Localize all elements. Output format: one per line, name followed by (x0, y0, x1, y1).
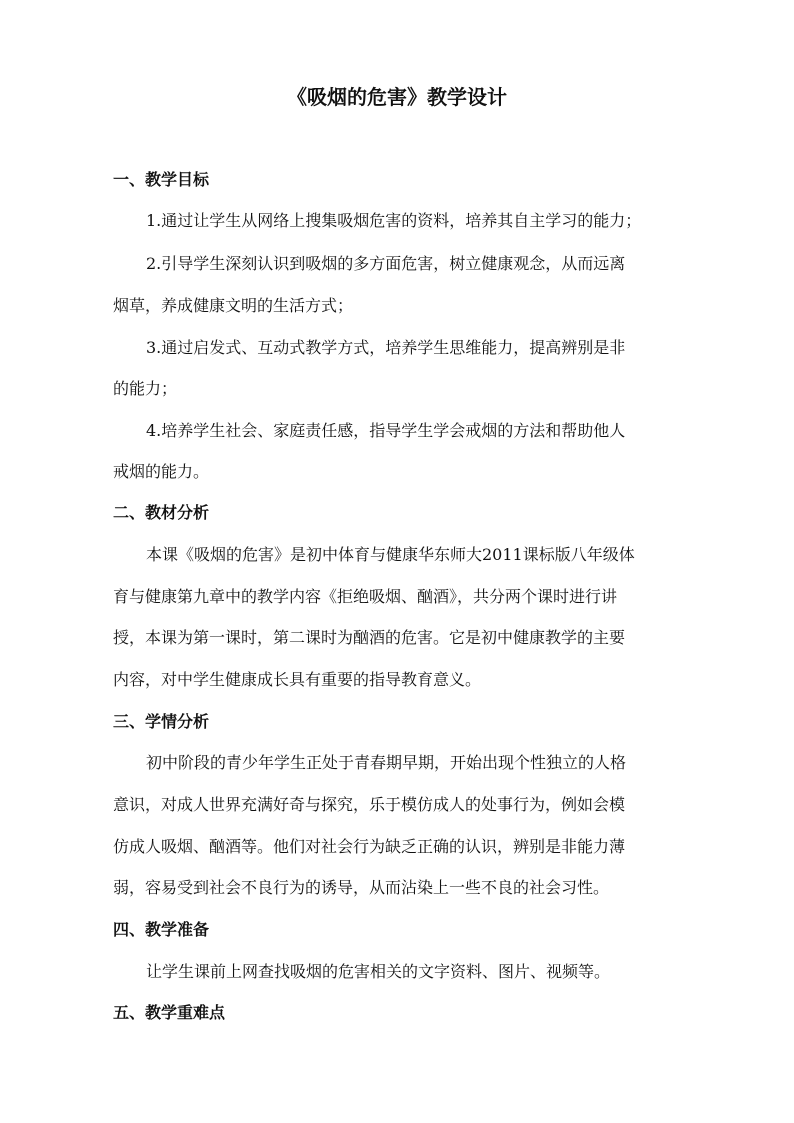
document-title: 《吸烟的危害》教学设计 (287, 85, 507, 109)
textbook-analysis-line-3: 授，本课为第一课时，第二课时为酗酒的危害。它是初中健康教学的主要 (113, 628, 626, 647)
section-heading-objectives: 一、教学目标 (113, 170, 210, 189)
objective-4-line-1: 4.培养学生社会、家庭责任感，指导学生学会戒烟的方法和帮助他人 (146, 421, 626, 440)
objective-4-line-2: 戒烟的能力。 (113, 462, 210, 481)
section-heading-key-points: 五、教学重难点 (113, 1003, 226, 1022)
textbook-analysis-line-4: 内容，对中学生健康成长具有重要的指导教育意义。 (113, 670, 482, 689)
objective-2-line-2: 烟草，养成健康文明的生活方式； (113, 296, 354, 315)
section-heading-preparation: 四、教学准备 (113, 920, 210, 939)
textbook-analysis-line-2: 育与健康第九章中的教学内容《拒绝吸烟、酗酒》，共分两个课时进行讲 (113, 587, 618, 606)
objective-2-line-1: 2.引导学生深刻认识到吸烟的多方面危害，树立健康观念，从而远离 (146, 254, 626, 273)
objective-3-line-1: 3.通过启发式、互动式教学方式，培养学生思维能力，提高辨别是非 (146, 338, 626, 357)
section-heading-textbook-analysis: 二、教材分析 (113, 503, 210, 522)
student-analysis-line-1: 初中阶段的青少年学生正处于青春期早期，开始出现个性独立的人格 (146, 753, 627, 772)
preparation-line-1: 让学生课前上网查找吸烟的危害相关的文字资料、图片、视频等。 (146, 962, 611, 981)
student-analysis-line-3: 仿成人吸烟、酗酒等。他们对社会行为缺乏正确的认识，辨别是非能力薄 (113, 837, 626, 856)
section-heading-student-analysis: 三、学情分析 (113, 712, 210, 731)
student-analysis-line-4: 弱，容易受到社会不良行为的诱导，从而沾染上一些不良的社会习性。 (113, 878, 610, 897)
textbook-analysis-line-1: 本课《吸烟的危害》是初中体育与健康华东师大2011课标版八年级体 (146, 545, 635, 564)
objective-1-line-1: 1.通过让学生从网络上搜集吸烟危害的资料，培养其自主学习的能力； (146, 211, 642, 230)
objective-3-line-2: 的能力； (113, 379, 178, 398)
student-analysis-line-2: 意识，对成人世界充满好奇与探究，乐于模仿成人的处事行为，例如会模 (113, 795, 626, 814)
